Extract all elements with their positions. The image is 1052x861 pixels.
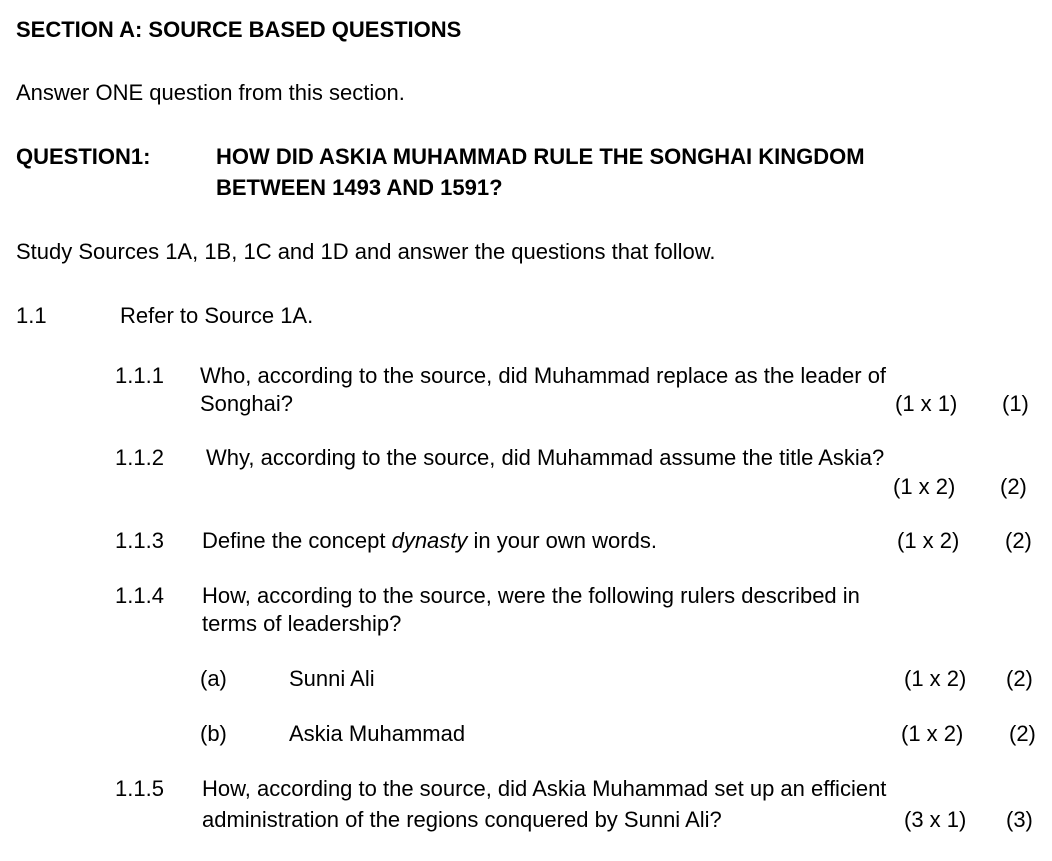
question-title-line1: HOW DID ASKIA MUHAMMAD RULE THE SONGHAI KINGDOM (216, 144, 865, 169)
q1-1-4-a-text: Sunni Ali (289, 666, 375, 691)
q1-1-4-b-calc: (1 x 2) (901, 721, 964, 746)
q1-1-5-line2: administration of the regions conquered by Sunni Ali? (202, 807, 722, 832)
q1-1-2-calc: (1 x 2) (893, 474, 956, 499)
q1-1-2-line1: Why, according to the source, did Muhammad assume the title Askia? (206, 445, 885, 470)
q1-1-3-text-before: Define the concept (202, 528, 392, 553)
q1-1-3-number: 1.1.3 (115, 528, 164, 553)
q1-1-3-text (202, 528, 657, 554)
q1-1-4-b-marks: (2) (1009, 721, 1036, 746)
study-instruction: Study Sources 1A, 1B, 1C and 1D and answer the questions that follow. (16, 239, 716, 264)
question-title-line2: BETWEEN 1493 AND 1591? (216, 175, 503, 200)
question-label: QUESTION1: (16, 144, 151, 169)
q1-1-1-number: 1.1.1 (115, 363, 164, 388)
q1-1-4-b-label: (b) (200, 721, 227, 746)
q1-1-1-marks: (1) (1002, 391, 1029, 416)
q1-1-1-line2: Songhai? (200, 391, 293, 416)
q1-1-text: Refer to Source 1A. (120, 303, 314, 328)
q1-1-number: 1.1 (16, 303, 47, 328)
q1-1-4-line2: terms of leadership? (202, 611, 402, 636)
q1-1-4-a-marks: (2) (1006, 666, 1033, 691)
q1-1-3-text-after: in your own words. (467, 528, 657, 553)
q1-1-2-number: 1.1.2 (115, 445, 164, 470)
q1-1-5-number: 1.1.5 (115, 776, 164, 801)
q1-1-4-number: 1.1.4 (115, 583, 164, 608)
q1-1-2-marks: (2) (1000, 474, 1027, 499)
q1-1-4-a-calc: (1 x 2) (904, 666, 967, 691)
q1-1-5-marks: (3) (1006, 807, 1033, 832)
instruction-text: Answer ONE question from this section. (16, 80, 405, 105)
q1-1-4-line1: How, according to the source, were the following rulers described in (202, 583, 860, 608)
q1-1-3-marks: (2) (1005, 528, 1032, 553)
q1-1-4-a-label: (a) (200, 666, 227, 691)
q1-1-5-line1: How, according to the source, did Askia Muhammad set up an efficient (202, 776, 887, 801)
q1-1-1-line1: Who, according to the source, did Muhammad replace as the leader of (200, 363, 887, 388)
q1-1-3-text-italic: dynasty (391, 528, 468, 553)
section-title: SECTION A: SOURCE BASED QUESTIONS (16, 17, 462, 42)
q1-1-3-calc: (1 x 2) (897, 528, 960, 553)
q1-1-4-b-text: Askia Muhammad (289, 721, 466, 746)
q1-1-1-calc: (1 x 1) (895, 391, 958, 416)
q1-1-5-calc: (3 x 1) (904, 807, 967, 832)
